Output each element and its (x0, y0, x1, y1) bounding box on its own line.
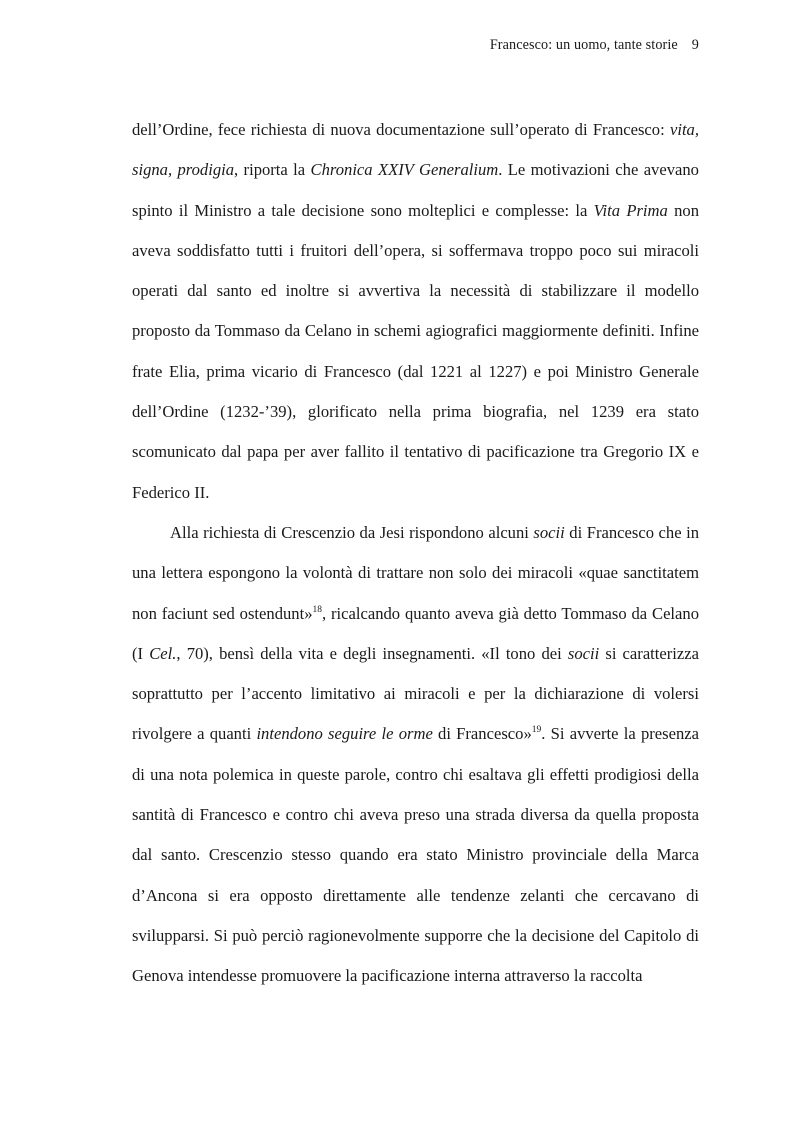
italic-term: socii (533, 522, 565, 542)
footnote-ref-19[interactable]: 19 (531, 725, 542, 736)
running-header (490, 37, 699, 54)
paragraph-text: di Francesco» (432, 724, 532, 744)
paragraph-text: Alla richiesta di Crescenzio da Jesi rispondono alcuni (170, 522, 534, 542)
paragraph-text: di Francesco che in una lettera espongono la volontà di trattare non solo dei miracoli «quae sanctitatem non faciunt sed ostendunt» (132, 522, 699, 623)
italic-title: Chronica XXIV Generalium (310, 160, 499, 180)
paragraph-2 (132, 513, 699, 997)
italic-title: Vita Prima (593, 200, 668, 220)
page-body (132, 110, 699, 997)
italic-abbrev: Cel. (149, 643, 177, 663)
paragraph-text: non aveva soddisfatto tutti i fruitori dell’opera, si soffermava troppo poco sui miracoli operati dal santo ed inoltre si avvertiva la necessità di stabilizzare il modello proposto da Tommaso da Celano in schemi agiografici maggiormente definiti. Infine frate Elia, prima vicario di Francesco (dal 1221 al 1227) e poi Ministro Generale dell’Ordine (1232-’39), glorificato nella prima biografia, nel 1239 era stato scomunicato dal papa per aver fallito il tentativo di pacificazione tra Gregorio IX e Federico II. (132, 200, 699, 502)
paragraph-text: , 70), bensì della vita e degli insegnamenti. «Il tono dei (176, 643, 568, 663)
italic-quote: intendono seguire le orme (256, 724, 433, 744)
paragraph-text: . Le motivazioni che avevano spinto il Ministro a tale decisione sono molteplici e complesse: la (132, 160, 699, 220)
page-number: 9 (691, 37, 699, 53)
footnote-ref-18[interactable]: 18 (312, 604, 322, 615)
italic-phrase: vita, signa, prodigia (132, 120, 699, 180)
paragraph-text: . Si avverte la presenza di una nota polemica in queste parole, contro chi esaltava gli effetti prodigiosi della santità di Francesco e contro chi aveva preso una strada diversa da quella proposta dal santo. Crescenzio stesso quando era stato Ministro provinciale della Marca d’Ancona si era opposto direttamente alle tendenze zelanti che cercavano di svilupparsi. Si può perciò ragionevolmente supporre che la decisione del Capitolo di Genova intendesse promuovere la pacificazione interna attraverso la raccolta (132, 724, 699, 986)
paragraph-text: , ricalcando quanto aveva già detto Tommaso da Celano (I (132, 603, 700, 663)
running-title: Francesco: un uomo, tante storie (489, 37, 678, 53)
paragraph-1 (132, 110, 699, 513)
paragraph-text: si caratterizza soprattutto per l’accento limitativo ai miracoli e per la dichiarazione di volersi rivolgere a quanti (132, 643, 699, 744)
paragraph-text: dell’Ordine, fece richiesta di nuova documentazione sull’operato di Francesco: (132, 120, 670, 139)
italic-term: socii (567, 643, 600, 663)
paragraph-text: , riporta la (234, 160, 311, 180)
